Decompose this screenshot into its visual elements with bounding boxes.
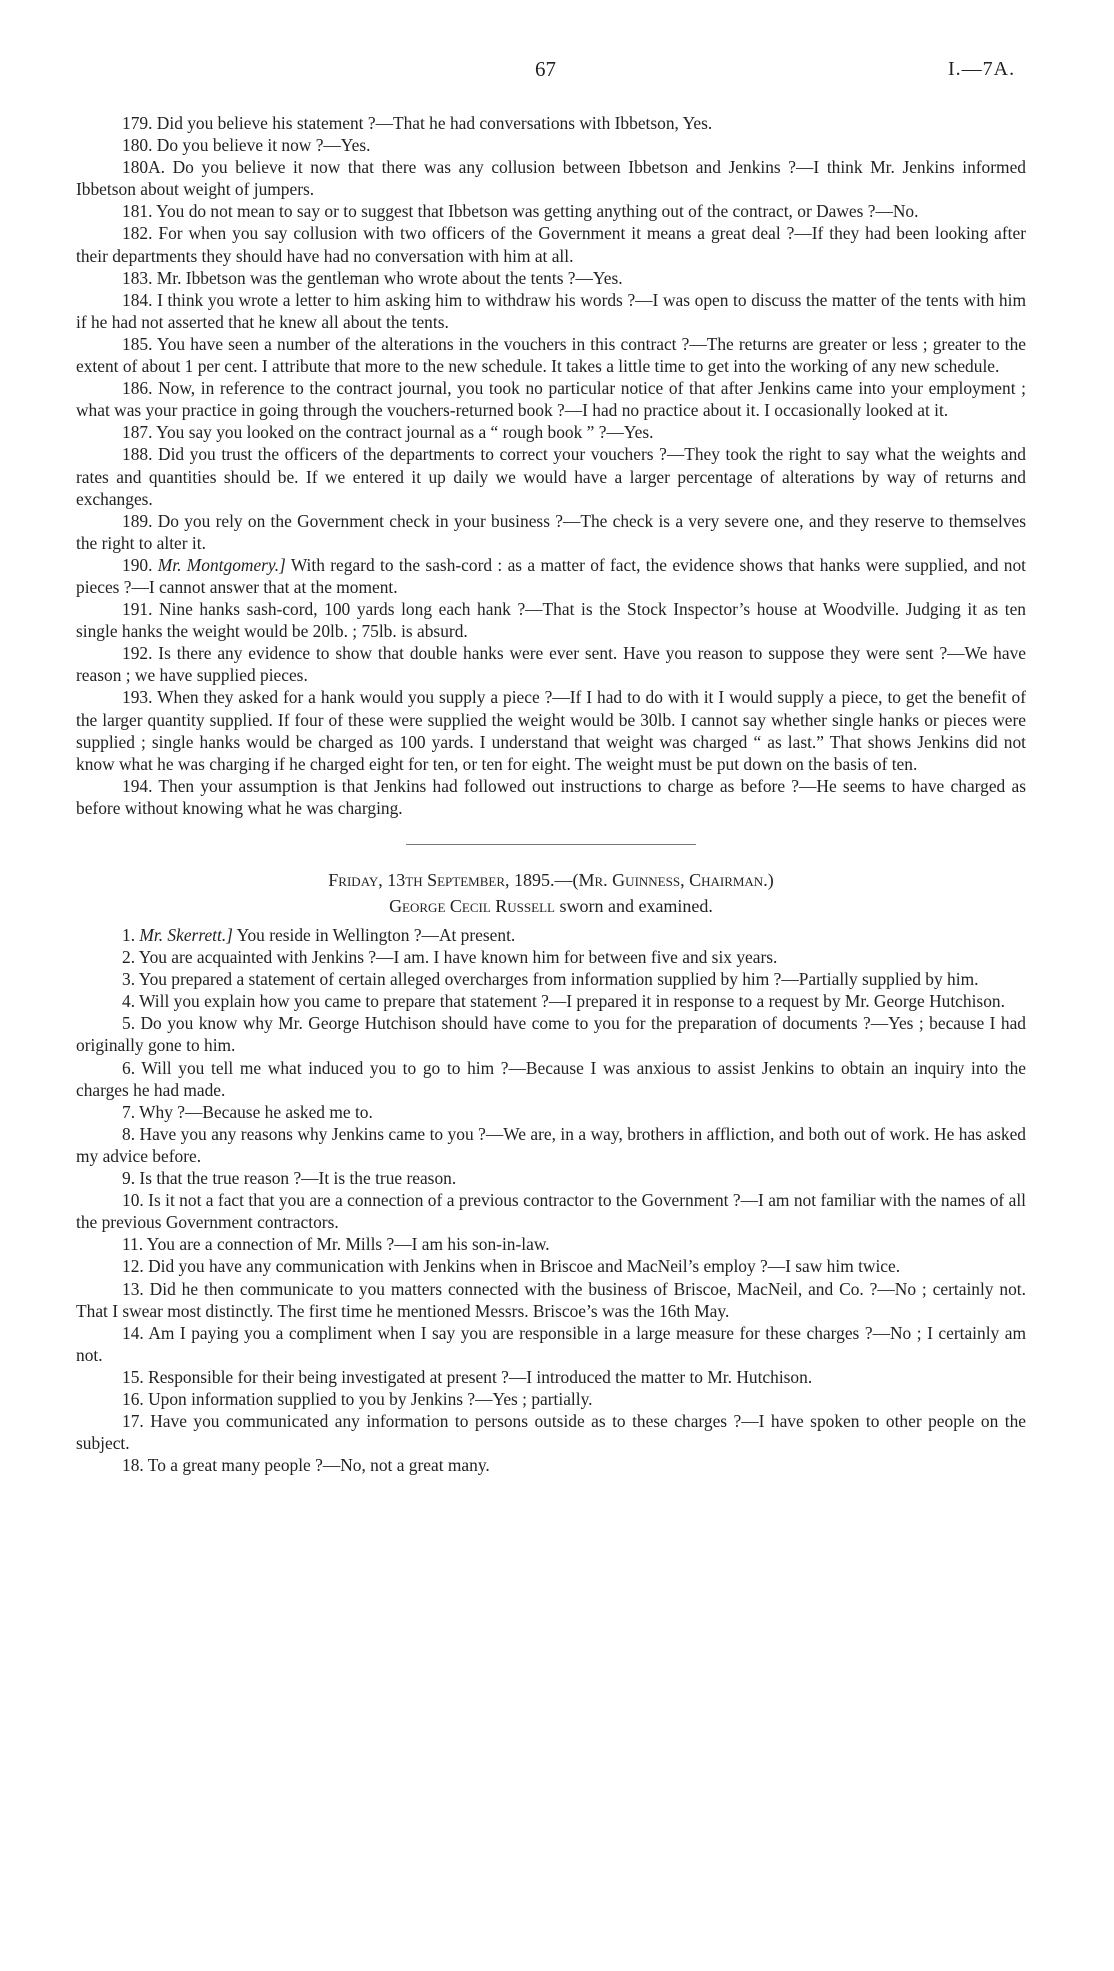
question-text: With regard to the sash-cord : as a matter of fact, the evidence shows that hanks were supplied, and not pieces ?—I cannot answer that at the moment. xyxy=(76,554,1026,597)
question-number: 5. xyxy=(122,1013,136,1034)
witness-suffix: sworn and examined. xyxy=(559,896,713,916)
question-text: You have seen a number of the alterations in the vouchers in this contract ?—The returns are greater or less ; greater to the extent of about 1 per cent. I attribute that more to the new schedule. It takes a little time to get into the working of any new schedule. xyxy=(76,333,1026,377)
question-number: 11. xyxy=(122,1234,144,1255)
question-paragraph xyxy=(76,1388,1026,1410)
question-paragraph xyxy=(76,1123,1026,1167)
question-paragraph xyxy=(76,289,1026,333)
question-text: Upon information supplied to you by Jenkins ?—Yes ; partially. xyxy=(148,1388,593,1409)
question-paragraph xyxy=(76,598,1026,642)
question-number: 191. xyxy=(122,599,153,620)
question-paragraph xyxy=(76,222,1026,266)
question-number: 188. xyxy=(122,444,153,465)
question-paragraph xyxy=(76,642,1026,686)
evidence-part-2 xyxy=(76,924,1026,1476)
question-text: You are a connection of Mr. Mills ?—I am his son-in-law. xyxy=(146,1234,550,1255)
question-number: 6. xyxy=(122,1057,136,1078)
question-paragraph xyxy=(76,156,1026,200)
question-text: Is it not a fact that you are a connection of a previous contractor to the Government ?—I am not familiar with the names of all the previous Government contractors. xyxy=(76,1190,1026,1233)
question-paragraph xyxy=(76,686,1026,774)
question-text: When they asked for a hank would you supply a piece ?—If I had to do with it I would supply a piece, to get the benefit of the larger quantity supplied. If four of these were supplied the weight would be 30lb. I cannot say whether single hanks or pieces were supplied ; single hanks would be charged as 100 yards. I understand that weight was charged “ as last.” That shows Jenkins did not know what he was charging if he charged eight for ten, or ten for eight. The weight must be put down on the basis of ten. xyxy=(76,687,1026,774)
question-number: 180. xyxy=(122,135,153,156)
question-text: Did you have any communication with Jenkins when in Briscoe and MacNeil’s employ ?—I saw him twice. xyxy=(148,1256,901,1277)
question-paragraph xyxy=(76,200,1026,222)
question-number: 10. xyxy=(122,1190,144,1211)
question-text: Then your assumption is that Jenkins had followed out instructions to charge as before ?—He seems to have charged as before without knowing what he was charging. xyxy=(76,775,1026,818)
witness-line xyxy=(76,895,1026,918)
question-paragraph xyxy=(76,1255,1026,1277)
question-number: 189. xyxy=(122,510,153,531)
question-text: Now, in reference to the contract journal, you took no particular notice of that after Jenkins came into your employment ; what was your practice in going through the vouchers-returned book ?—I had no practice about it. I occasionally looked at it. xyxy=(76,378,1026,421)
question-paragraph xyxy=(76,1410,1026,1454)
question-paragraph xyxy=(76,1322,1026,1366)
section-divider xyxy=(406,844,696,845)
question-paragraph xyxy=(76,1167,1026,1189)
question-number: 194. xyxy=(122,775,153,796)
question-text: You are acquainted with Jenkins ?—I am. I have known him for between five and six years. xyxy=(138,947,778,968)
question-paragraph xyxy=(76,775,1026,819)
question-text: I think you wrote a letter to him asking him to withdraw his words ?—I was open to discuss the matter of the tents with him if he had not asserted that he knew all about the tents. xyxy=(76,289,1026,332)
question-paragraph xyxy=(76,112,1026,134)
question-number: 12. xyxy=(122,1256,144,1277)
question-number: 16. xyxy=(122,1388,144,1409)
question-number: 192. xyxy=(122,643,153,664)
question-paragraph xyxy=(76,990,1026,1012)
question-paragraph xyxy=(76,510,1026,554)
question-paragraph xyxy=(76,1012,1026,1056)
question-text: For when you say collusion with two officers of the Government it means a great deal ?—If they had been looking after their departments they should have had no conversation with him at all. xyxy=(76,223,1026,266)
question-number: 180A. xyxy=(122,157,165,178)
question-number: 8. xyxy=(122,1123,136,1144)
page-number: 67 xyxy=(535,57,556,81)
question-text: Do you know why Mr. George Hutchison should have come to you for the preparation of documents ?—Yes ; because I had originally gone to him. xyxy=(76,1013,1026,1056)
question-paragraph xyxy=(76,1366,1026,1388)
question-paragraph xyxy=(76,377,1026,421)
question-paragraph xyxy=(76,946,1026,968)
question-text: Is that the true reason ?—It is the true reason. xyxy=(139,1168,457,1189)
question-number: 18. xyxy=(122,1455,144,1476)
question-number: 9. xyxy=(122,1168,136,1189)
question-paragraph xyxy=(76,443,1026,509)
question-paragraph xyxy=(76,1233,1026,1255)
question-text: Have you any reasons why Jenkins came to you ?—We are, in a way, brothers in affliction, and both out of work. He has asked my advice before. xyxy=(76,1123,1026,1166)
question-number: 181. xyxy=(122,201,153,222)
speaker-name: Mr. Skerrett.] xyxy=(139,925,233,945)
question-text: Why ?—Because he asked me to. xyxy=(139,1101,373,1122)
question-text: You say you looked on the contract journal as a “ rough book ” ?—Yes. xyxy=(156,422,654,443)
question-text: You reside in Wellington ?—At present. xyxy=(236,925,516,945)
question-text: Will you tell me what induced you to go to him ?—Because I was anxious to assist Jenkins to obtain an inquiry into the charges he had made. xyxy=(76,1057,1026,1100)
question-paragraph xyxy=(76,1101,1026,1123)
question-number: 3. xyxy=(122,969,136,990)
question-paragraph xyxy=(76,554,1026,598)
question-text: Do you believe it now that there was any collusion between Ibbetson and Jenkins ?—I think Mr. Jenkins informed Ibbetson about weight of jumpers. xyxy=(76,157,1026,200)
question-text: Mr. Ibbetson was the gentleman who wrote about the tents ?—Yes. xyxy=(156,267,623,288)
question-number: 190. xyxy=(122,554,153,575)
question-paragraph xyxy=(76,1454,1026,1476)
question-number: 179. xyxy=(122,113,153,133)
question-text: Responsible for their being investigated at present ?—I introduced the matter to Mr. Hutchison. xyxy=(148,1366,813,1387)
question-paragraph xyxy=(76,1278,1026,1322)
question-text: Did he then communicate to you matters connected with the business of Briscoe, MacNeil, and Co. ?—No ; certainly not. That I swear most distinctly. The first time he mentioned Messrs. Briscoe’s was the 16th May. xyxy=(76,1278,1026,1321)
question-number: 17. xyxy=(122,1411,144,1432)
question-number: 185. xyxy=(122,333,153,354)
question-paragraph xyxy=(76,134,1026,156)
evidence-part-1 xyxy=(76,112,1026,819)
question-paragraph xyxy=(76,1057,1026,1101)
session-heading: Friday, 13th September, 1895.—(Mr. Guinness, Chairman.) xyxy=(328,870,774,890)
text-column xyxy=(76,112,1026,1476)
question-paragraph xyxy=(76,421,1026,443)
question-number: 4. xyxy=(122,991,136,1012)
question-text: Nine hanks sash-cord, 100 yards long each hank ?—That is the Stock Inspector’s house at Woodville. Judging it as ten single hanks the weight would be 20lb. ; 75lb. is absurd. xyxy=(76,599,1026,642)
question-text: Do you believe it now ?—Yes. xyxy=(156,135,371,156)
question-text: To a great many people ?—No, not a great many. xyxy=(147,1455,490,1476)
question-number: 183. xyxy=(122,267,153,288)
question-number: 2. xyxy=(122,947,136,968)
question-number: 193. xyxy=(122,687,153,708)
question-text: Will you explain how you came to prepare that statement ?—I prepared it in response to a request by Mr. George Hutchison. xyxy=(139,991,1005,1012)
question-text: Have you communicated any information to persons outside as to these charges ?—I have spoken to other people on the subject. xyxy=(76,1411,1026,1454)
document-reference: I.—7A. xyxy=(948,58,1016,80)
question-number: 14. xyxy=(122,1322,144,1343)
speaker-name: Mr. Montgomery.] xyxy=(157,554,286,575)
question-text: Am I paying you a compliment when I say you are responsible in a large measure for these charges ?—No ; I certainly am not. xyxy=(76,1322,1026,1365)
question-paragraph xyxy=(76,924,1026,946)
question-text: Is there any evidence to show that double hanks were ever sent. Have you reason to suppose they were sent ?—We have reason ; we have supplied pieces. xyxy=(76,643,1026,686)
question-text: You do not mean to say or to suggest that Ibbetson was getting anything out of the contract, or Dawes ?—No. xyxy=(156,201,919,222)
question-text: Do you rely on the Government check in your business ?—The check is a very severe one, and they reserve to themselves the right to alter it. xyxy=(76,510,1026,553)
question-number: 187. xyxy=(122,422,153,443)
question-text: You prepared a statement of certain alleged overcharges from information supplied by him ?—Partially supplied by him. xyxy=(138,969,979,990)
question-paragraph xyxy=(76,1189,1026,1233)
question-number: 182. xyxy=(122,223,153,244)
question-number: 186. xyxy=(122,378,153,399)
question-text: Did you trust the officers of the departments to correct your vouchers ?—They took the right to say what the weights and rates and quantities should be. If we entered it up daily we would have a larger percentage of alterations by way of returns and exchanges. xyxy=(76,444,1026,509)
question-number: 7. xyxy=(122,1101,136,1122)
question-number: 15. xyxy=(122,1366,144,1387)
question-paragraph xyxy=(76,333,1026,377)
question-number: 13. xyxy=(122,1278,144,1299)
question-paragraph xyxy=(76,968,1026,990)
witness-name: George Cecil Russell xyxy=(389,896,555,916)
question-number: 184. xyxy=(122,289,153,310)
question-number: 1. xyxy=(122,925,136,945)
question-paragraph xyxy=(76,267,1026,289)
question-text: Did you believe his statement ?—That he had conversations with Ibbetson, Yes. xyxy=(156,113,713,133)
